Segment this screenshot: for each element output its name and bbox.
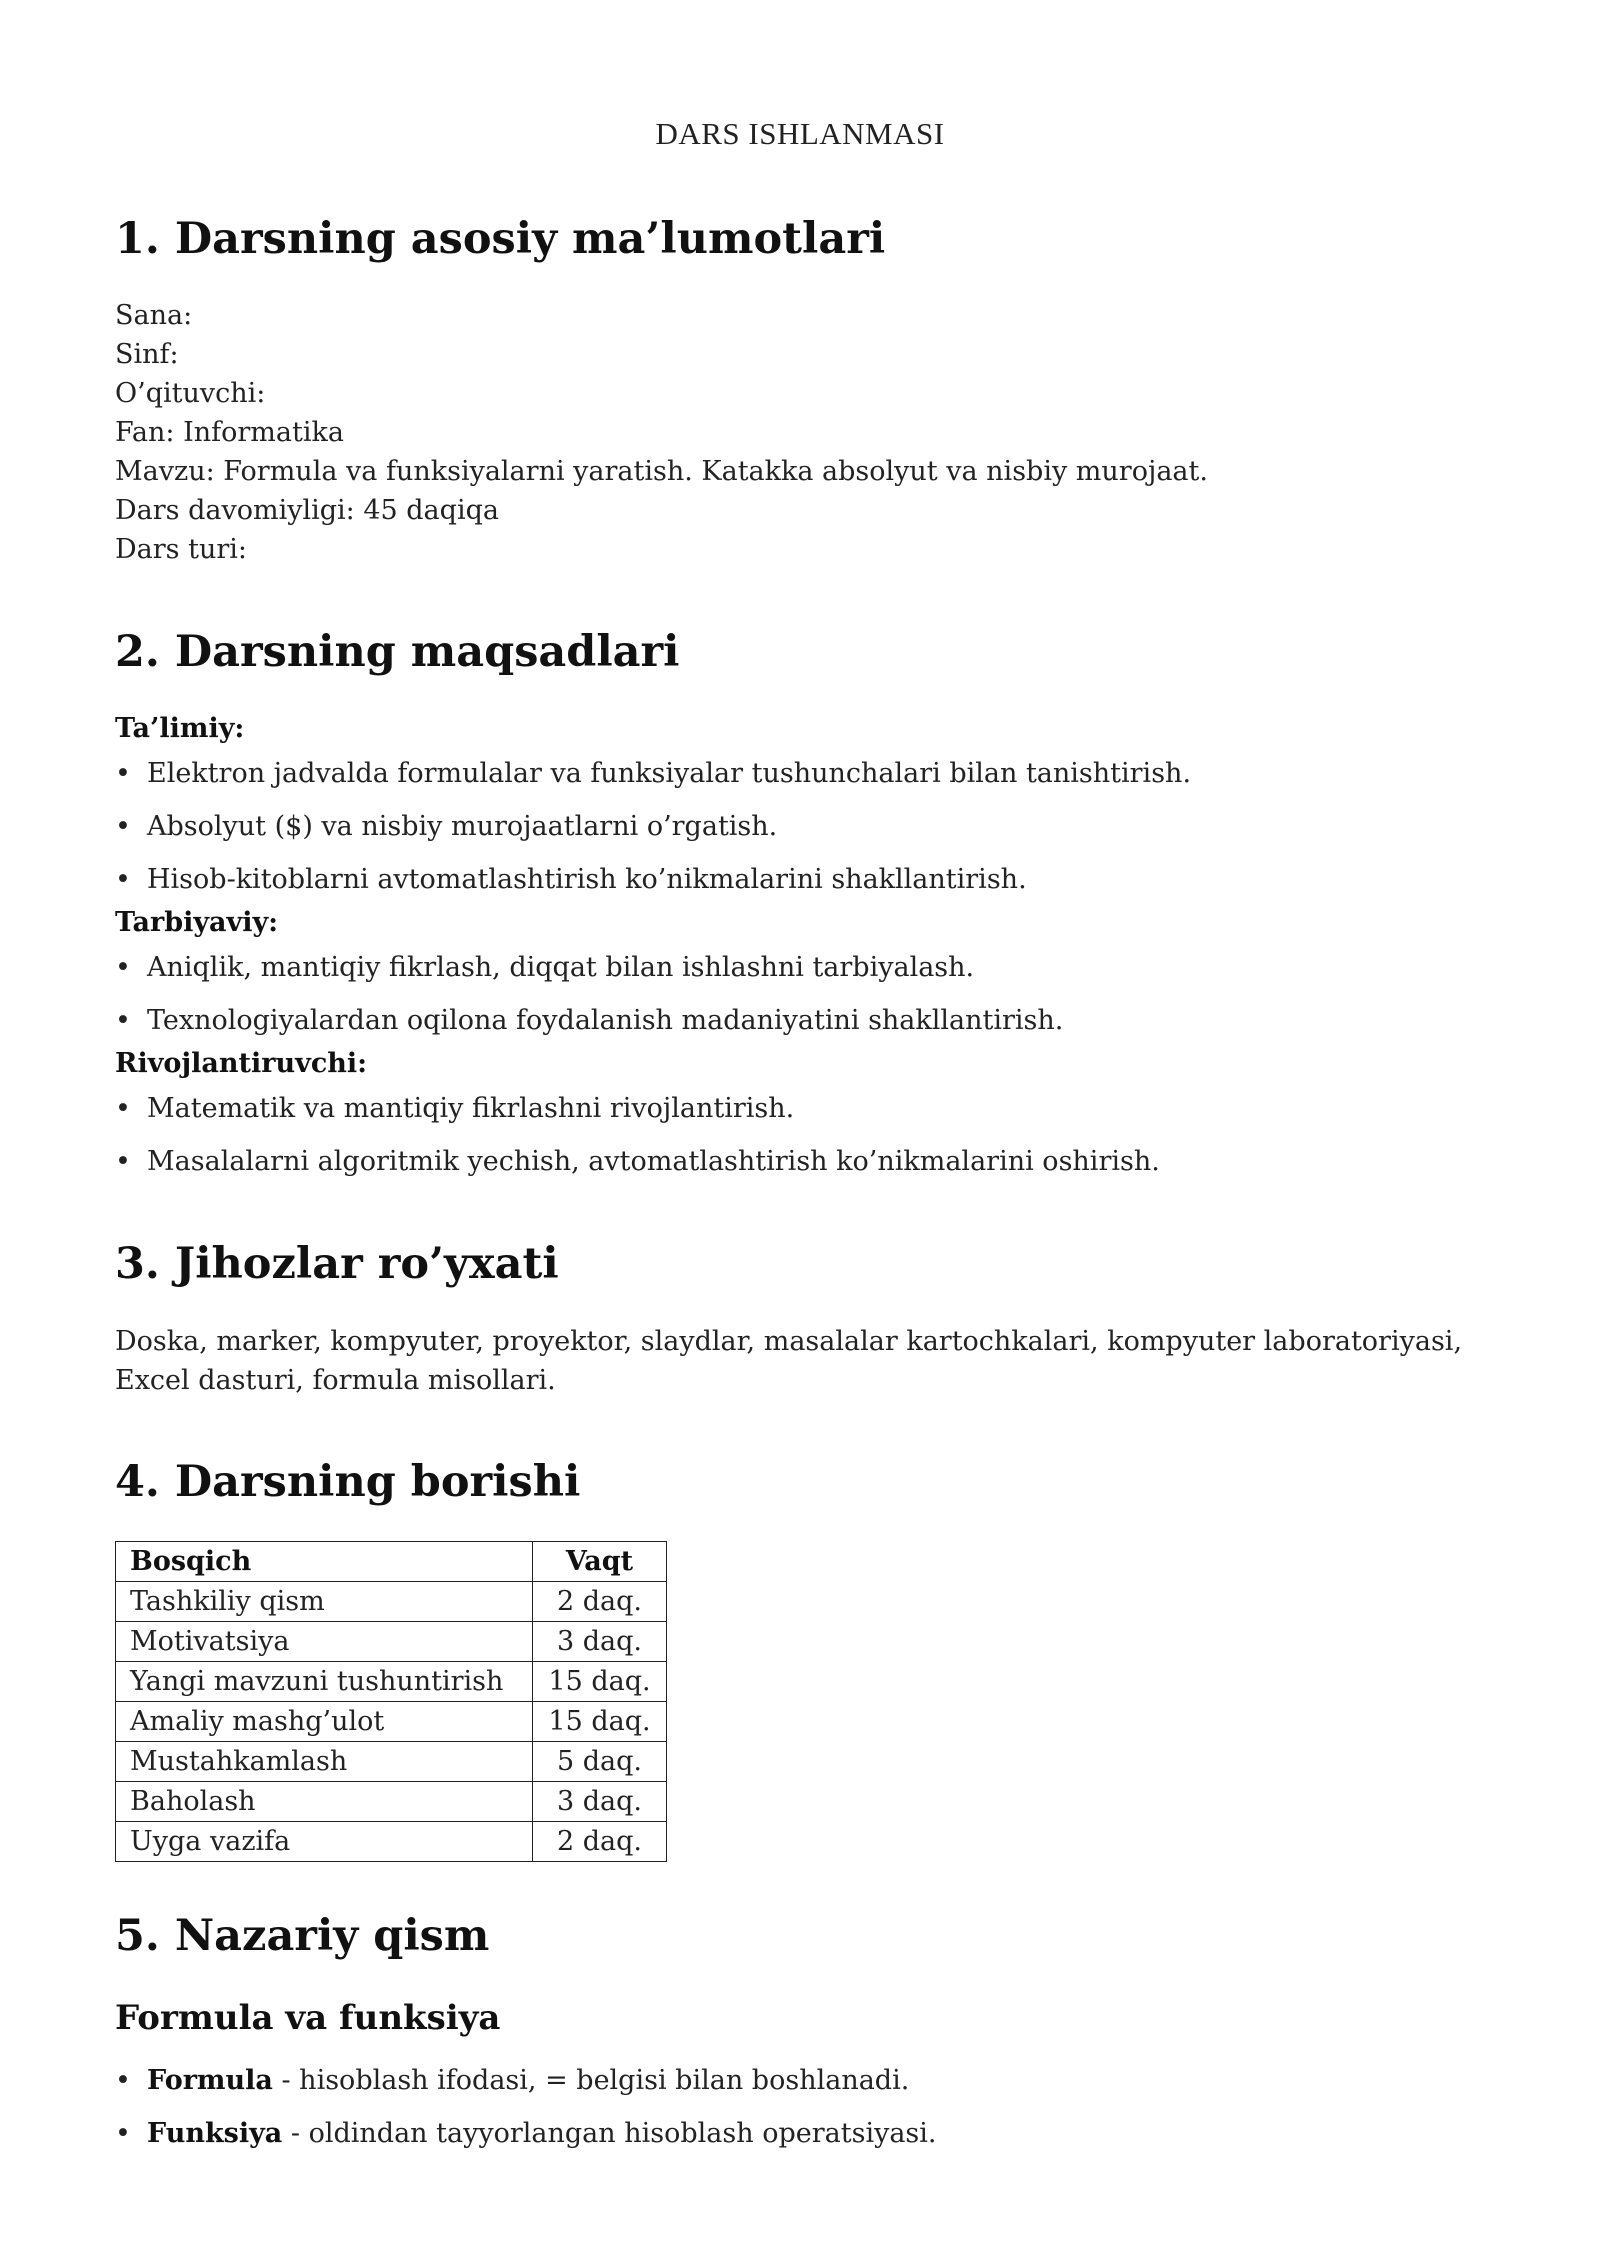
table-header-row xyxy=(116,1542,667,1582)
table-row xyxy=(116,1582,667,1622)
bullet-icon: • xyxy=(115,811,131,842)
table-row xyxy=(116,1822,667,1862)
goal-list-item xyxy=(115,1089,794,1128)
goal-text: Hisob-kitoblarni avtomatlashtirish ko’nikmalarini shakllantirish. xyxy=(147,864,1027,895)
goal-group-label-educational: Ta’limiy: xyxy=(115,713,245,744)
time-cell: 5 daq. xyxy=(533,1742,667,1782)
goal-text: Matematik va mantiqiy fikrlashni rivojlantirish. xyxy=(147,1093,795,1124)
bullet-icon: • xyxy=(115,1093,131,1124)
column-header-time: Vaqt xyxy=(533,1542,667,1582)
section-5-heading: 5. Nazariy qism xyxy=(115,1911,490,1961)
time-cell: 2 daq. xyxy=(533,1582,667,1622)
goal-list-item xyxy=(115,807,777,846)
stage-cell: Tashkiliy qism xyxy=(116,1582,533,1622)
stage-cell: Amaliy mashg’ulot xyxy=(116,1702,533,1742)
definition-list-item xyxy=(115,2061,909,2100)
goal-text: Elektron jadvalda formulalar va funksiyalar tushunchalari bilan tanishtirish. xyxy=(147,758,1192,789)
info-line-date: Sana: xyxy=(115,300,193,331)
section-1-heading: 1. Darsning asosiy ma’lumotlari xyxy=(115,214,886,264)
goal-list-item xyxy=(115,948,974,987)
bullet-icon: • xyxy=(115,2065,131,2096)
goal-list-item xyxy=(115,754,1191,793)
stage-cell: Yangi mavzuni tushuntirish xyxy=(116,1662,533,1702)
table-row xyxy=(116,1702,667,1742)
equipment-paragraph: Doska, marker, kompyuter, proyektor, slaydlar, masalalar kartochkalari, kompyuter laboratoriyasi, Excel dasturi, formula misollari. xyxy=(115,1326,1463,1396)
bullet-icon: • xyxy=(115,1005,131,1036)
goal-text: Texnologiyalardan oqilona foydalanish madaniyatini shakllantirish. xyxy=(147,1005,1064,1036)
definition-list-item xyxy=(115,2114,937,2153)
goal-list-item xyxy=(115,860,1027,899)
goal-text: Aniqlik, mantiqiy fikrlash, diqqat bilan ishlashni tarbiyalash. xyxy=(147,952,975,983)
document-title: DARS ISHLANMASI xyxy=(655,116,945,151)
info-line-type: Dars turi: xyxy=(115,534,247,565)
goal-list-item xyxy=(115,1142,1160,1181)
stage-cell: Uyga vazifa xyxy=(116,1822,533,1862)
section-4-heading: 4. Darsning borishi xyxy=(115,1457,581,1507)
time-cell: 3 daq. xyxy=(533,1782,667,1822)
stage-cell: Baholash xyxy=(116,1782,533,1822)
section-2-heading: 2. Darsning maqsadlari xyxy=(115,627,680,677)
column-header-stage: Bosqich xyxy=(116,1542,533,1582)
time-cell: 15 daq. xyxy=(533,1702,667,1742)
bullet-icon: • xyxy=(115,1146,131,1177)
bullet-icon: • xyxy=(115,758,131,789)
bullet-icon: • xyxy=(115,864,131,895)
time-cell: 3 daq. xyxy=(533,1622,667,1662)
lesson-stages-table xyxy=(115,1541,667,1862)
table-row xyxy=(116,1662,667,1702)
goal-text: Masalalarni algoritmik yechish, avtomatlashtirish ko’nikmalarini oshirish. xyxy=(147,1146,1160,1177)
definition-term: Funksiya xyxy=(147,2118,283,2149)
table-row xyxy=(116,1782,667,1822)
goal-list-item xyxy=(115,1001,1063,1040)
bullet-icon: • xyxy=(115,2118,131,2149)
info-line-teacher: O’qituvchi: xyxy=(115,378,266,409)
info-line-topic: Mavzu: Formula va funksiyalarni yaratish. Katakka absolyut va nisbiy murojaat. xyxy=(115,456,1208,487)
stage-cell: Motivatsiya xyxy=(116,1622,533,1662)
stage-cell: Mustahkamlash xyxy=(116,1742,533,1782)
definition-term: Formula xyxy=(147,2065,273,2096)
table-row xyxy=(116,1742,667,1782)
time-cell: 15 daq. xyxy=(533,1662,667,1702)
goal-text: Absolyut ($) va nisbiy murojaatlarni o’rgatish. xyxy=(147,811,778,842)
definition-text: - hisoblash ifodasi, = belgisi bilan boshlanadi. xyxy=(272,2065,910,2096)
bullet-icon: • xyxy=(115,952,131,983)
subsection-heading: Formula va funksiya xyxy=(115,1998,501,2038)
goal-group-label-upbringing: Tarbiyaviy: xyxy=(115,907,279,938)
info-line-duration: Dars davomiyligi: 45 daqiqa xyxy=(115,495,499,526)
definition-text: - oldindan tayyorlangan hisoblash operatsiyasi. xyxy=(282,2118,937,2149)
time-cell: 2 daq. xyxy=(533,1822,667,1862)
info-line-class: Sinf: xyxy=(115,339,179,370)
goal-group-label-developmental: Rivojlantiruvchi: xyxy=(115,1048,368,1079)
info-line-subject: Fan: Informatika xyxy=(115,417,344,448)
section-3-heading: 3. Jihozlar ro’yxati xyxy=(115,1239,559,1289)
table-row xyxy=(116,1622,667,1662)
